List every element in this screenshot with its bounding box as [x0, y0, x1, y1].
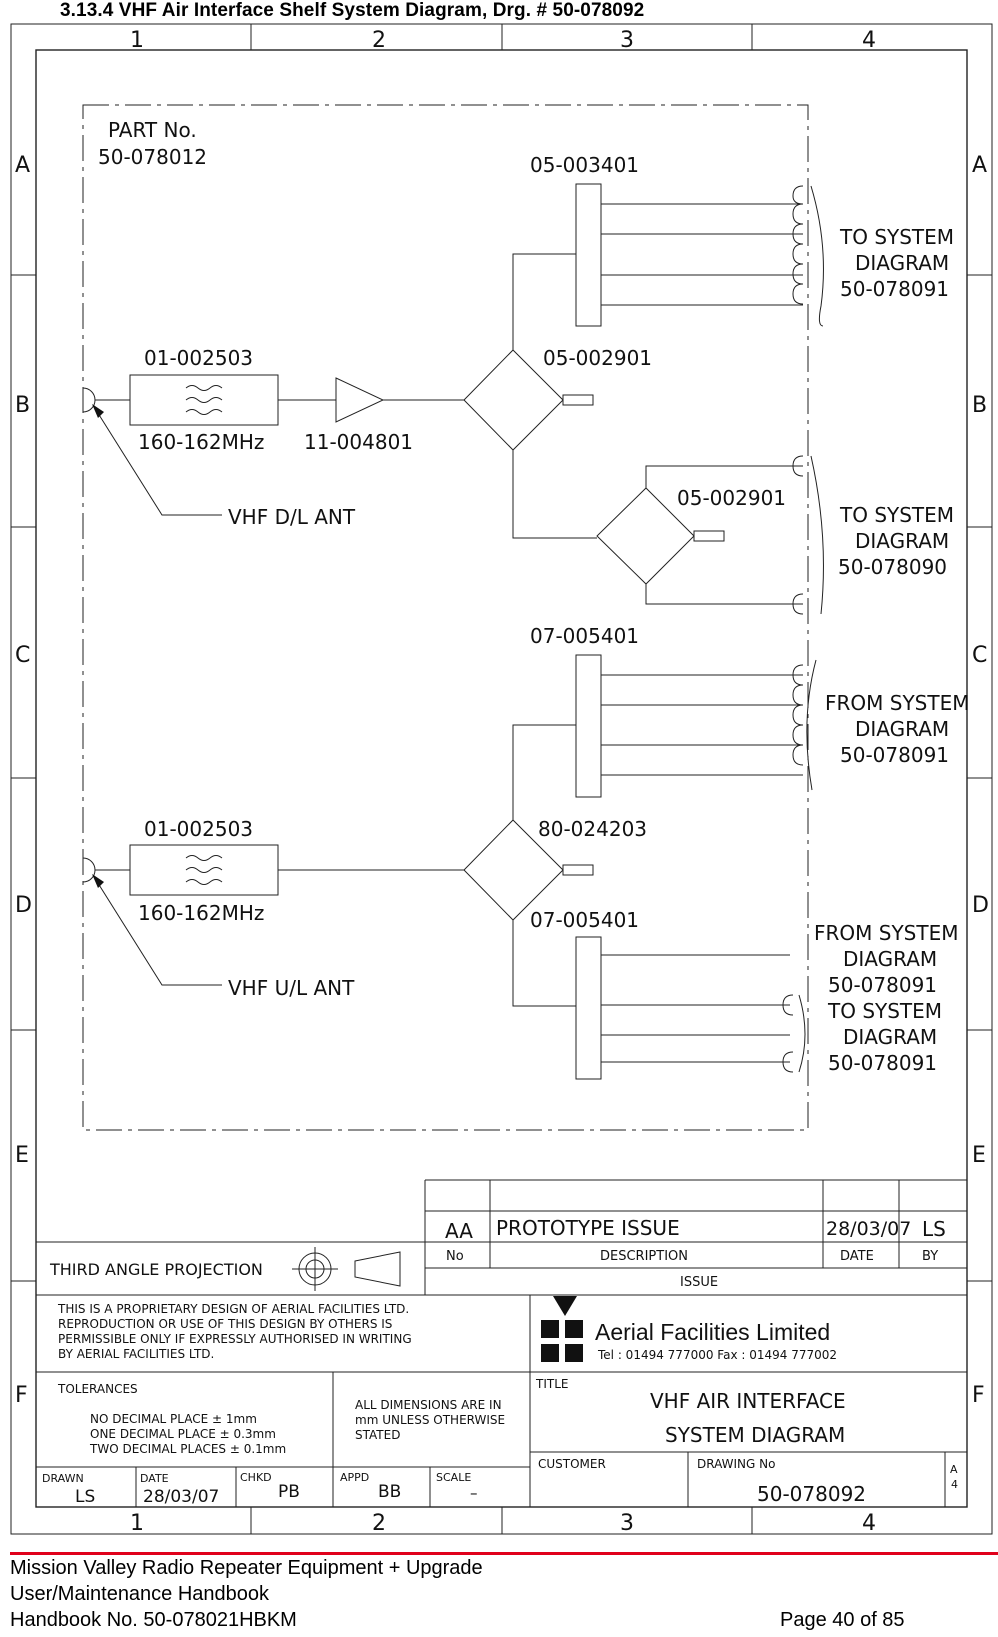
from-system-1-line2: DIAGRAM — [855, 717, 950, 741]
coupler-lower-label: 07-005401 — [530, 908, 640, 932]
section-heading: 3.13.4 VHF Air Interface Shelf System Diagram, Drg. # 50-078092 — [60, 0, 645, 21]
tolerance-line-3: TWO DECIMAL PLACES ± 0.1mm — [90, 1442, 287, 1456]
projection-label: THIRD ANGLE PROJECTION — [50, 1260, 263, 1279]
antenna-uplink-symbol — [83, 858, 95, 882]
col-label-3: 3 — [620, 28, 634, 53]
tolerance-line-1: NO DECIMAL PLACE ± 1mm — [90, 1412, 257, 1426]
scale-label: SCALE — [436, 1471, 472, 1484]
splitter-2-label: 05-002901 — [677, 486, 787, 510]
combiner-label: 80-024203 — [538, 817, 648, 841]
brace-lower — [783, 995, 805, 1072]
date-value: 28/03/07 — [143, 1487, 220, 1507]
inner-frame — [36, 50, 970, 1507]
appd-value: BB — [378, 1482, 402, 1502]
to-system-2-line2: DIAGRAM — [855, 529, 950, 553]
customer-label: CUSTOMER — [538, 1457, 606, 1471]
shelf-enclosure — [83, 105, 808, 1130]
tolerances-label: TOLERANCES — [58, 1382, 138, 1396]
tolerance-line-2: ONE DECIMAL PLACE ± 0.3mm — [90, 1427, 276, 1441]
to-system-2-line1: TO SYSTEM — [840, 503, 955, 527]
row-label-c-r: C — [972, 643, 988, 668]
dimensions-line-3: STATED — [355, 1428, 401, 1442]
footer-rule — [10, 1552, 998, 1555]
row-label-e-r: E — [972, 1143, 986, 1168]
antenna-downlink-symbol — [83, 388, 95, 412]
coupler-mid-label: 07-005401 — [530, 624, 640, 648]
downlink-chain — [83, 184, 803, 604]
proprietary-line-4: BY AERIAL FACILITIES LTD. — [58, 1347, 215, 1361]
drawing-no-label: DRAWING No — [697, 1457, 776, 1471]
company-logo — [541, 1296, 583, 1362]
dimensions-line-1: ALL DIMENSIONS ARE IN — [355, 1398, 502, 1412]
amplifier-symbol — [336, 378, 383, 422]
to-system-3-line1: TO SYSTEM — [828, 999, 943, 1023]
combiner-port — [563, 865, 593, 875]
part-number: 50-078012 — [98, 145, 208, 169]
company-contact: Tel : 01494 777000 Fax : 01494 777002 — [598, 1348, 838, 1362]
date-label: DATE — [140, 1472, 169, 1485]
rev-no: AA — [445, 1219, 473, 1243]
from-system-2-line1: FROM SYSTEM — [814, 921, 959, 945]
proprietary-line-3: PERMISSIBLE ONLY IF EXPRESSLY AUTHORISED IN WRITING — [58, 1332, 412, 1346]
from-system-2-line3: 50-078091 — [828, 973, 938, 997]
row-label-a: A — [15, 153, 31, 178]
upper-coupler-label: 05-003401 — [530, 153, 640, 177]
row-label-f: F — [15, 1383, 28, 1408]
row-label-c: C — [15, 643, 31, 668]
coupler-lower — [576, 937, 601, 1079]
antenna-leaders — [96, 410, 222, 985]
footer-line-2: User/Maintenance Handbook — [10, 1583, 270, 1605]
to-system-3-line3: 50-078091 — [828, 1051, 938, 1075]
filter-lower-part: 01-002503 — [144, 817, 254, 841]
projection-symbol — [292, 1247, 400, 1291]
proprietary-line-2: REPRODUCTION OR USE OF THIS DESIGN BY OTHERS IS — [58, 1317, 393, 1331]
sheet-size-line-1: A — [950, 1463, 958, 1476]
row-label-d: D — [15, 893, 32, 918]
row-label-e: E — [15, 1143, 29, 1168]
to-system-3-line2: DIAGRAM — [843, 1025, 938, 1049]
drawn-value: LS — [75, 1487, 96, 1507]
rev-date: 28/03/07 — [826, 1218, 912, 1240]
to-system-1-line2: DIAGRAM — [855, 251, 950, 275]
coupler-mid — [576, 655, 601, 797]
col-label-4b: 4 — [862, 1511, 876, 1536]
part-label: PART No. — [108, 118, 197, 142]
page-number: Page 40 of 85 — [780, 1609, 905, 1631]
col-label-1: 1 — [130, 28, 144, 53]
hdr-no: No — [446, 1249, 464, 1264]
appd-label: APPD — [340, 1471, 370, 1484]
hdr-date: DATE — [840, 1249, 874, 1264]
row-label-b: B — [15, 393, 31, 418]
filter-lower — [130, 845, 278, 895]
upper-coupler — [576, 184, 601, 326]
splitter-1-label: 05-002901 — [543, 346, 653, 370]
col-label-3b: 3 — [620, 1511, 634, 1536]
uplink-chain — [83, 655, 803, 1079]
col-label-2b: 2 — [372, 1511, 386, 1536]
filter-upper-part: 01-002503 — [144, 346, 254, 370]
row-label-d-r: D — [972, 893, 989, 918]
sheet-size-line-2: 4 — [951, 1478, 958, 1491]
hdr-issue: ISSUE — [680, 1275, 719, 1290]
title-label: TITLE — [536, 1377, 569, 1391]
chkd-value: PB — [278, 1482, 300, 1502]
col-label-4: 4 — [862, 28, 876, 53]
row-label-b-r: B — [972, 393, 988, 418]
dimensions-line-2: mm UNLESS OTHERWISE — [355, 1413, 506, 1427]
footer-line-3: Handbook No. 50-078021HBKM — [10, 1609, 297, 1631]
col-label-1b: 1 — [130, 1511, 144, 1536]
to-system-1-line3: 50-078091 — [840, 277, 950, 301]
amplifier-part: 11-004801 — [304, 430, 414, 454]
filter-lower-symbol — [186, 856, 222, 885]
brace-from-system-1 — [793, 660, 816, 790]
splitter-1-port — [563, 395, 593, 405]
scale-value: – — [470, 1484, 478, 1502]
filter-upper-freq: 160-162MHz — [138, 430, 265, 454]
from-system-1-line3: 50-078091 — [840, 743, 950, 767]
hdr-by: BY — [922, 1249, 939, 1264]
rev-by: LS — [922, 1217, 946, 1241]
from-system-2-line2: DIAGRAM — [843, 947, 938, 971]
to-system-1-line1: TO SYSTEM — [840, 225, 955, 249]
footer-line-1: Mission Valley Radio Repeater Equipment + Upgrade — [10, 1557, 483, 1579]
col-label-2: 2 — [372, 28, 386, 53]
rev-description: PROTOTYPE ISSUE — [496, 1216, 680, 1240]
to-system-2-line3: 50-078090 — [838, 555, 948, 579]
ant-downlink-label: VHF D/L ANT — [228, 505, 356, 529]
filter-lower-freq: 160-162MHz — [138, 901, 265, 925]
from-system-1-line1: FROM SYSTEM — [825, 691, 970, 715]
filter-upper-symbol — [186, 386, 222, 415]
hdr-description: DESCRIPTION — [600, 1249, 688, 1264]
splitter-2-port — [694, 531, 724, 541]
drawing-no-value: 50-078092 — [757, 1482, 867, 1506]
row-label-f-r: F — [972, 1383, 985, 1408]
ant-uplink-label: VHF U/L ANT — [228, 976, 355, 1000]
leader-arrowheads — [92, 404, 104, 888]
title-line-1: VHF AIR INTERFACE — [650, 1389, 846, 1413]
title-line-2: SYSTEM DIAGRAM — [665, 1423, 846, 1447]
proprietary-line-1: THIS IS A PROPRIETARY DESIGN OF AERIAL FACILITIES LTD. — [58, 1302, 410, 1316]
filter-upper — [130, 375, 278, 425]
row-label-a-r: A — [972, 153, 988, 178]
company-name: Aerial Facilities Limited — [595, 1319, 831, 1345]
chkd-label: CHKD — [240, 1471, 272, 1484]
drawn-label: DRAWN — [42, 1472, 84, 1485]
